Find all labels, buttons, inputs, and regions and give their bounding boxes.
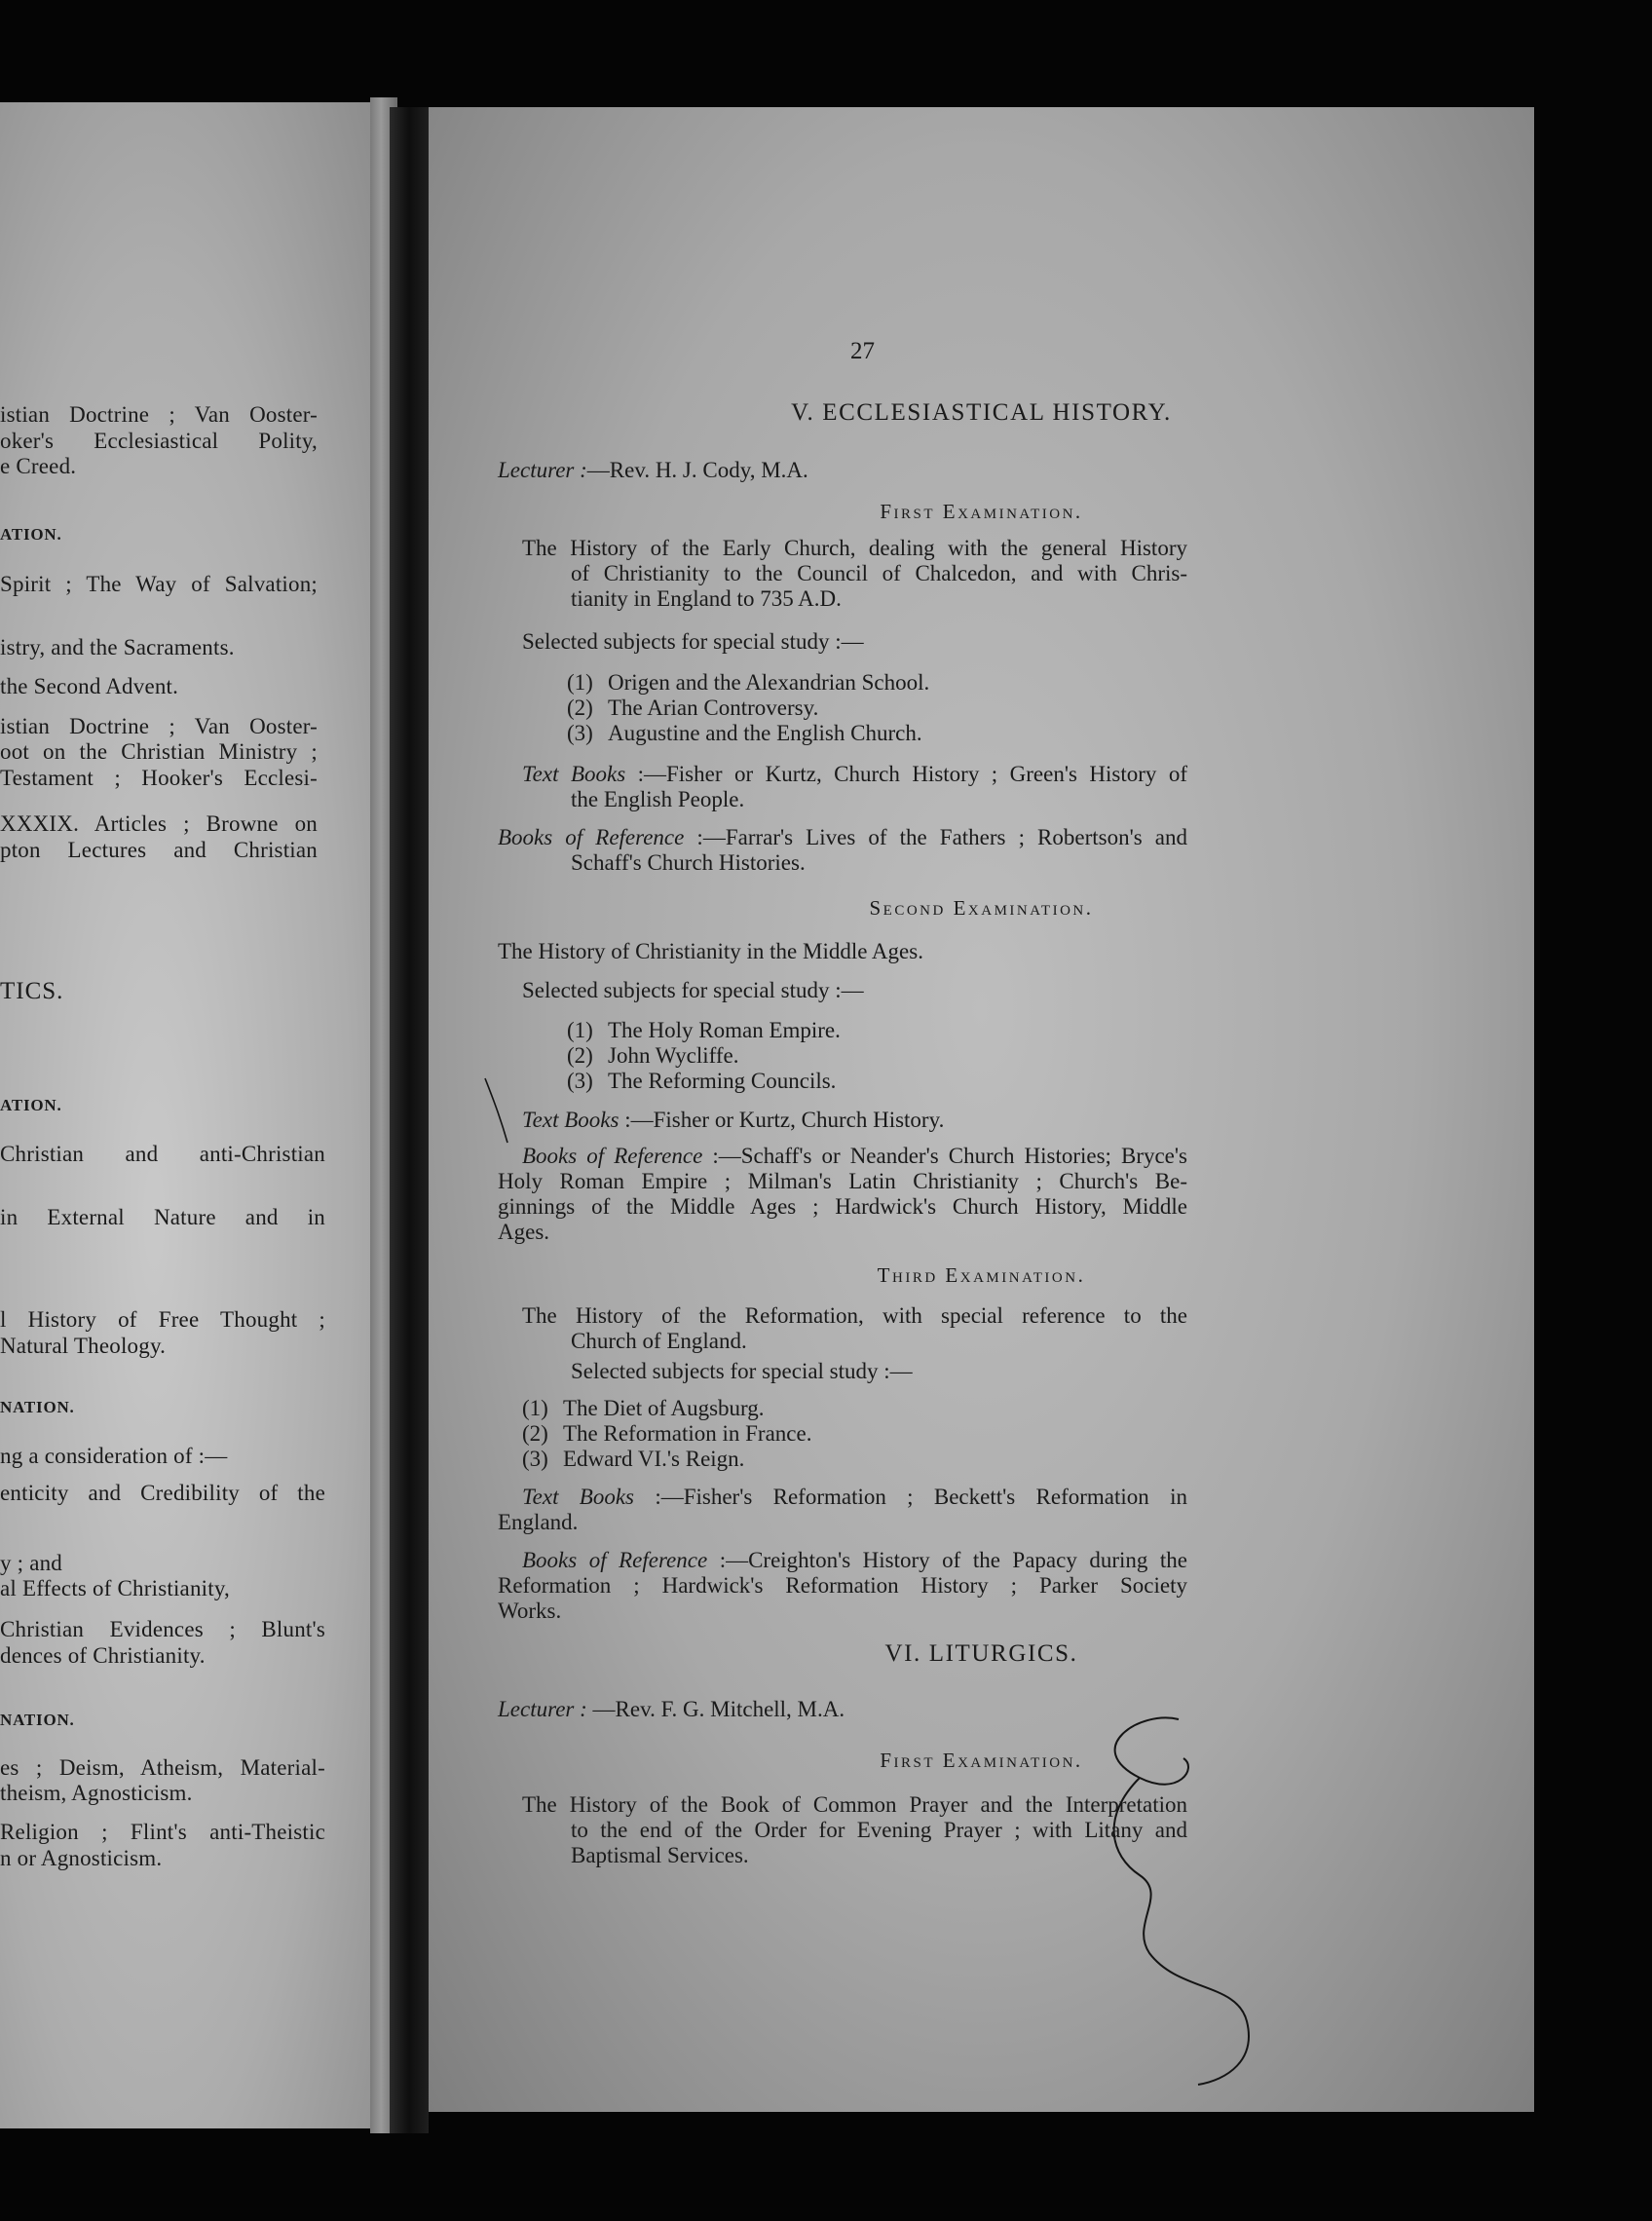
item-number: (3) bbox=[567, 1069, 593, 1093]
list-item bbox=[567, 670, 929, 696]
item-number: (2) bbox=[567, 1043, 593, 1068]
exam-heading: Second Examination. bbox=[869, 896, 1094, 920]
reference-line bbox=[522, 1144, 1187, 1169]
desc-line: Church of England. bbox=[571, 1329, 747, 1353]
list-item bbox=[522, 1396, 765, 1421]
left-line: Christian and anti-Christian bbox=[0, 1142, 325, 1166]
lecturer-line bbox=[498, 458, 808, 483]
item-text: Augustine and the English Church. bbox=[608, 721, 922, 745]
left-line: Christian Evidences ; Blunt's bbox=[0, 1617, 325, 1641]
selected-subjects-label: Selected subjects for special study :— bbox=[571, 1359, 913, 1383]
item-number: (1) bbox=[567, 1018, 593, 1042]
item-text: John Wycliffe. bbox=[608, 1043, 739, 1068]
text-books-label: Text Books bbox=[522, 1485, 635, 1509]
reference-line: Works. bbox=[498, 1599, 562, 1623]
item-text: Edward VI.'s Reign. bbox=[563, 1447, 745, 1471]
reference-line: Schaff's Church Histories. bbox=[571, 850, 806, 875]
lecturer-label: Lecturer : bbox=[498, 1697, 587, 1721]
section-title: V. ECCLESIASTICAL HISTORY. bbox=[791, 399, 1172, 426]
reference-value: :—Creighton's History of the Papacy during the bbox=[707, 1548, 1187, 1572]
hair-artifact bbox=[482, 1076, 511, 1145]
text-books-label: Text Books bbox=[522, 1108, 620, 1132]
left-line: NATION. bbox=[0, 1711, 75, 1729]
exam-heading: First Examination. bbox=[880, 500, 1083, 523]
left-line: Spirit ; The Way of Salvation; bbox=[0, 572, 318, 596]
text-books-value: :—Fisher or Kurtz, Church History. bbox=[619, 1108, 945, 1132]
item-number: (3) bbox=[522, 1447, 548, 1471]
left-line: Testament ; Hooker's Ecclesi- bbox=[0, 766, 318, 790]
desc-line: of Christianity to the Council of Chalcedon, and with Chris- bbox=[571, 561, 1187, 585]
list-item bbox=[567, 1069, 836, 1094]
left-line: NATION. bbox=[0, 1398, 75, 1416]
desc-line: The History of Christianity in the Middle Ages. bbox=[498, 939, 923, 963]
desc-line: tianity in England to 735 A.D. bbox=[571, 586, 842, 611]
text-books-line bbox=[522, 762, 1187, 787]
lecturer-label: Lecturer : bbox=[498, 458, 587, 482]
item-text: Origen and the Alexandrian School. bbox=[608, 670, 930, 695]
item-text: The Reformation in France. bbox=[563, 1421, 812, 1446]
text-books-line bbox=[522, 1485, 1187, 1510]
left-line: l History of Free Thought ; bbox=[0, 1307, 325, 1332]
desc-line: Baptismal Services. bbox=[571, 1843, 749, 1867]
section-title: VI. LITURGICS. bbox=[884, 1640, 1078, 1667]
selected-subjects-label: Selected subjects for special study :— bbox=[522, 978, 864, 1002]
exam-heading: Third Examination. bbox=[877, 1263, 1086, 1287]
left-line: al Effects of Christianity, bbox=[0, 1576, 230, 1600]
lecturer-name: —Rev. H. J. Cody, M.A. bbox=[586, 458, 808, 482]
reference-value: :—Farrar's Lives of the Fathers ; Robertson's and bbox=[684, 825, 1187, 849]
text-books-value: :—Fisher's Reformation ; Beckett's Reformation in bbox=[634, 1485, 1187, 1509]
left-line: enticity and Credibility of the bbox=[0, 1481, 325, 1505]
reference-value: :—Schaff's or Neander's Church Histories; Bryce's bbox=[702, 1144, 1187, 1168]
desc-line: The History of the Reformation, with special reference to the bbox=[522, 1303, 1187, 1328]
left-line: dences of Christianity. bbox=[0, 1643, 206, 1668]
left-line: the Second Advent. bbox=[0, 674, 179, 698]
reference-line: ginnings of the Middle Ages ; Hardwick's Church History, Middle bbox=[498, 1194, 1187, 1219]
left-line: oker's Ecclesiastical Polity, bbox=[0, 429, 318, 453]
list-item bbox=[567, 721, 922, 746]
left-line: ATION. bbox=[0, 525, 62, 544]
left-line: oot on the Christian Ministry ; bbox=[0, 739, 318, 764]
left-line: es ; Deism, Atheism, Material- bbox=[0, 1755, 325, 1780]
desc-line: The History of the Book of Common Prayer and the Interpretation bbox=[522, 1792, 1187, 1817]
left-page bbox=[0, 102, 385, 2128]
left-line: theism, Agnosticism. bbox=[0, 1781, 193, 1805]
left-line: n or Agnosticism. bbox=[0, 1846, 163, 1870]
left-line: y ; and bbox=[0, 1551, 62, 1575]
reference-label: Books of Reference bbox=[498, 825, 685, 849]
text-books-line: England. bbox=[498, 1510, 579, 1534]
item-text: The Reforming Councils. bbox=[608, 1069, 837, 1093]
right-page bbox=[429, 107, 1534, 2112]
item-number: (3) bbox=[567, 721, 593, 745]
text-books-label: Text Books bbox=[522, 762, 626, 786]
text-books-line: the English People. bbox=[571, 787, 745, 811]
list-item bbox=[522, 1421, 811, 1447]
selected-subjects-label: Selected subjects for special study :— bbox=[522, 629, 864, 654]
page-number: 27 bbox=[850, 338, 875, 364]
left-line: ATION. bbox=[0, 1096, 62, 1114]
item-number: (2) bbox=[522, 1421, 548, 1446]
left-line: pton Lectures and Christian bbox=[0, 838, 318, 862]
left-line: Natural Theology. bbox=[0, 1334, 167, 1358]
reference-line bbox=[522, 1548, 1187, 1573]
list-item bbox=[522, 1447, 744, 1472]
list-item bbox=[567, 1018, 841, 1043]
reference-label: Books of Reference bbox=[522, 1144, 703, 1168]
item-text: The Diet of Augsburg. bbox=[563, 1396, 765, 1420]
left-line: istian Doctrine ; Van Ooster- bbox=[0, 714, 318, 738]
left-line: istry, and the Sacraments. bbox=[0, 635, 235, 659]
reference-line: Holy Roman Empire ; Milman's Latin Christianity ; Church's Be- bbox=[498, 1169, 1187, 1193]
list-item bbox=[567, 1043, 738, 1069]
left-line: in External Nature and in bbox=[0, 1205, 325, 1229]
hair-artifact bbox=[1081, 1710, 1266, 2089]
reference-line: Ages. bbox=[498, 1220, 550, 1244]
list-item bbox=[567, 696, 818, 721]
left-line: e Creed. bbox=[0, 454, 77, 478]
text-books-line bbox=[522, 1108, 944, 1133]
exam-heading: First Examination. bbox=[880, 1749, 1083, 1772]
desc-line: The History of the Early Church, dealing with the general History bbox=[522, 536, 1187, 560]
item-text: The Holy Roman Empire. bbox=[608, 1018, 841, 1042]
reference-line: Reformation ; Hardwick's Reformation History ; Parker Society bbox=[498, 1573, 1187, 1598]
book-gutter bbox=[390, 107, 429, 2133]
lecturer-line bbox=[498, 1697, 845, 1722]
item-number: (1) bbox=[522, 1396, 548, 1420]
item-number: (2) bbox=[567, 696, 593, 720]
left-line: ng a consideration of :— bbox=[0, 1444, 228, 1468]
lecturer-name: —Rev. F. G. Mitchell, M.A. bbox=[586, 1697, 845, 1721]
item-text: The Arian Controversy. bbox=[608, 696, 819, 720]
text-books-value: :—Fisher or Kurtz, Church History ; Green's History of bbox=[625, 762, 1187, 786]
left-line: Religion ; Flint's anti-Theistic bbox=[0, 1820, 325, 1844]
left-line: istian Doctrine ; Van Ooster- bbox=[0, 402, 318, 427]
left-line: XXXIX. Articles ; Browne on bbox=[0, 811, 318, 836]
left-line: TICS. bbox=[0, 978, 64, 1004]
reference-label: Books of Reference bbox=[522, 1548, 708, 1572]
desc-line: to the end of the Order for Evening Prayer ; with Litany and bbox=[571, 1818, 1187, 1842]
item-number: (1) bbox=[567, 670, 593, 695]
reference-line bbox=[498, 825, 1187, 850]
